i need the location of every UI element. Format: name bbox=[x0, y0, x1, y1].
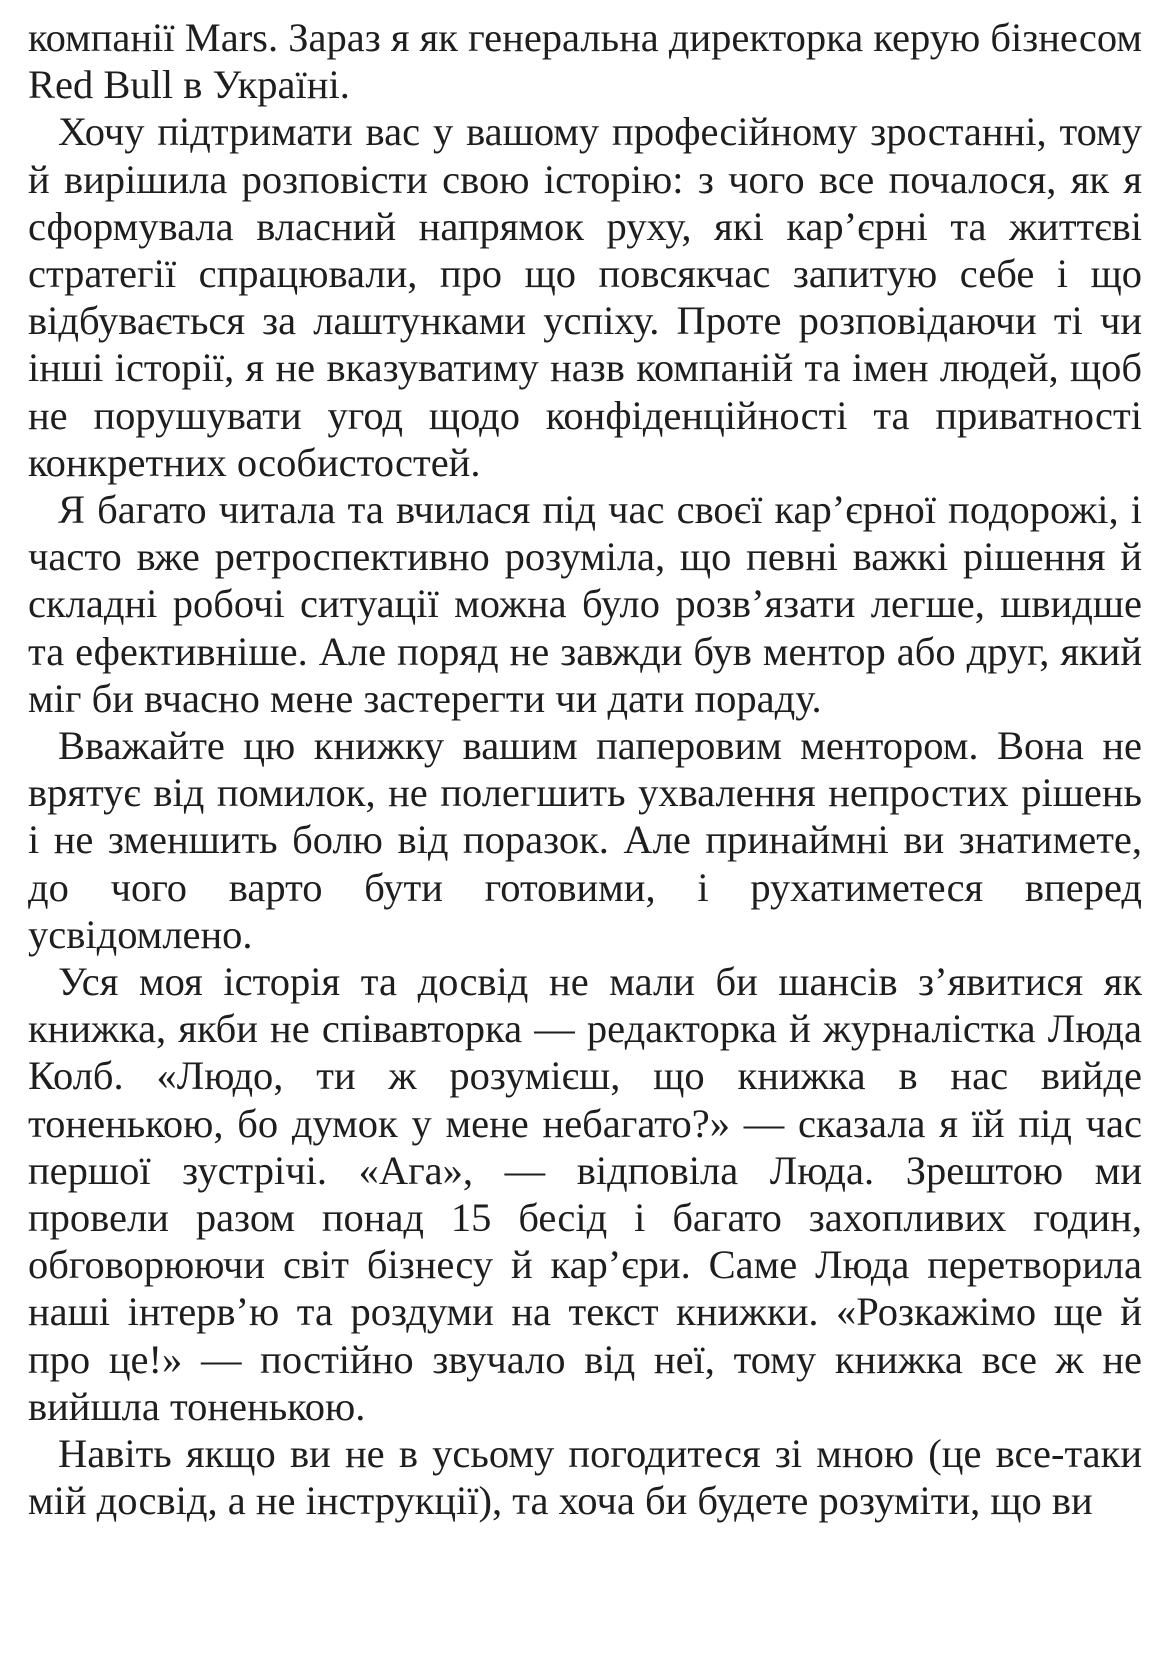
paragraph-purpose: Хочу підтримати вас у вашому професійному зростанні, тому й вирішила розповісти свою історію: з чого все почалося, як я сформувала власний напрямок руху, які кар’єрні та життєві стратегії спрацювали, про що повсякчас запитую себе і що відбувається за лаштунками успіху. Проте розповідаючи ті чи інші історії, я не вказуватиму назв компаній та імен людей, щоб не порушувати угод щодо конфіденційності та приватності конкретних особистостей. bbox=[28, 109, 1142, 485]
book-page bbox=[28, 14, 1142, 1525]
paragraph-coauthor: Уся моя історія та досвід не мали би шансів з’явитися як книжка, якби не співавторка — редакторка й журналістка Люда Колб. «Людо, ти ж розумієш, що книжка в нас вийде тоненькою, бо думок у мене небагато?» — сказала я їй під час першої зустрічі. «Ага», — відповіла Люда. Зрештою ми провели разом понад 15 бесід і багато захопливих годин, обговорюючи світ бізнесу й кар’єри. Саме Люда перетворила наші інтерв’ю та роздуми на текст книжки. «Розкажімо ще й про це!» — постійно звучало від неї, тому книжка все ж не вийшла тоненькою. bbox=[28, 959, 1142, 1429]
paragraph-continued: компанії Mars. Зараз я як генеральна директорка керую бізнесом Red Bull в Україні. bbox=[28, 15, 1142, 108]
paragraph-learning: Я багато читала та вчилася під час своєї кар’єрної подорожі, і часто вже ретроспективно розуміла, що певні важкі рішення й складні робочі ситуації можна було розв’язати легше, швидше та ефективніше. Але поряд не завжди був ментор або друг, який міг би вчасно мене застерегти чи дати пораду. bbox=[28, 487, 1142, 721]
paragraph-closing: Навіть якщо ви не в усьому погодитеся зі мною (це все-таки мій досвід, а не інструкції), та хоча би будете розуміти, що ви bbox=[28, 1431, 1142, 1524]
paragraph-mentor: Вважайте цю книжку вашим паперовим ментором. Вона не врятує від помилок, не полегшить ухвалення непростих рішень і не зменшить болю від поразок. Але принаймні ви знатимете, до чого варто бути готовими, і рухатиметеся вперед усвідомлено. bbox=[28, 723, 1142, 957]
